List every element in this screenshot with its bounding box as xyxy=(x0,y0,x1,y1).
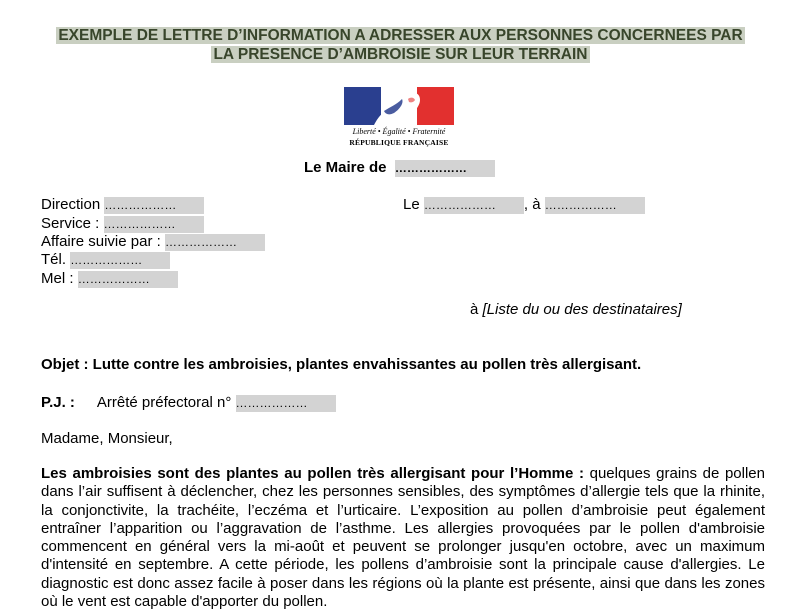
paragraph-text: quelques grains de pollen dans l’air suffisent à déclencher, chez les personnes sensibles, des symptômes d’allergie tels que la rhinite, la conjonctivite, la trachéite, l’eczéma et l’urticaire. L’exposition au pollen d’ambroisie peut également entraîner l’apparition ou l’aggravation de l’asthme. Les allergies provoquées par le pollen d'ambroisie commencent en général vers la mi-août et peuvent se prolonger jusqu'en octobre, avec un maximum d'intensité en septembre. A cette période, les pollens d’ambroisie sont la principale cause d'allergies. Le diagnostic est donc assez facile à poser dans les régions où la plante est présente, ainsi que dans les zones où le vent est capable d'apporter du pollen. xyxy=(41,465,765,611)
title-line-2: LA PRESENCE D’AMBROISIE SUR LEUR TERRAIN xyxy=(213,46,588,63)
mel-field[interactable]: ……………… xyxy=(78,271,178,288)
objet-line: Objet : Lutte contre les ambroisies, plantes envahissantes au pollen très allergisant. xyxy=(41,356,642,373)
recipients-line xyxy=(470,301,682,318)
affaire-line xyxy=(41,233,265,251)
date-field[interactable]: ……………… xyxy=(424,197,524,214)
place-field[interactable]: ……………… xyxy=(545,197,645,214)
mel-label: Mel : xyxy=(41,270,74,287)
direction-label: Direction xyxy=(41,196,101,213)
tel-line xyxy=(41,251,170,269)
mel-line xyxy=(41,270,178,288)
body-paragraph xyxy=(41,465,765,611)
date-line xyxy=(403,196,645,214)
pj-text: Arrêté préfectoral n° xyxy=(96,394,232,411)
affaire-field[interactable]: ……………… xyxy=(165,234,265,251)
marianne-logo xyxy=(344,87,454,153)
document-title xyxy=(0,26,801,64)
title-line-1: EXEMPLE DE LETTRE D’INFORMATION A ADRESSER AUX PERSONNES CONCERNEES PAR xyxy=(58,27,743,44)
pj-label: P.J. : xyxy=(41,394,75,411)
marianne-flag-icon xyxy=(344,87,454,125)
paragraph-lead: Les ambroisies sont des plantes au pollen très allergisant pour l’Homme : xyxy=(41,465,584,482)
direction-line xyxy=(41,196,204,214)
maire-line xyxy=(304,159,495,177)
pj-line xyxy=(41,394,336,412)
a-label: , à xyxy=(523,196,541,213)
arrete-field[interactable]: ……………… xyxy=(236,395,336,412)
maire-field[interactable]: ……………… xyxy=(395,160,495,177)
tel-label: Tél. xyxy=(41,251,67,268)
direction-field[interactable]: ……………… xyxy=(104,197,204,214)
service-label: Service : xyxy=(41,215,100,232)
service-field[interactable]: ……………… xyxy=(104,216,204,233)
le-label: Le xyxy=(403,196,420,213)
motto-text: Liberté • Égalité • Fraternité xyxy=(352,127,446,136)
republique-francaise-text: RÉPUBLIQUE FRANÇAISE xyxy=(349,138,449,147)
service-line xyxy=(41,215,204,233)
maire-label: Le Maire de xyxy=(304,159,387,176)
affaire-label: Affaire suivie par : xyxy=(41,233,161,250)
recipients-placeholder: [Liste du ou des destinataires] xyxy=(482,301,682,318)
salutation: Madame, Monsieur, xyxy=(41,430,173,447)
recipients-prefix: à xyxy=(470,301,479,318)
tel-field[interactable]: ……………… xyxy=(70,252,170,269)
